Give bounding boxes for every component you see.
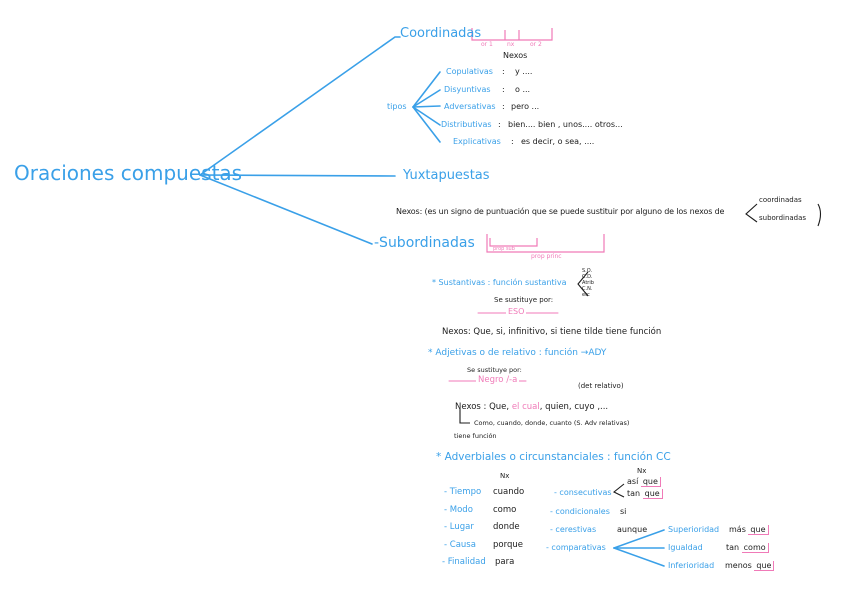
type-example: o ... — [515, 85, 531, 94]
type-name: Copulativas — [446, 67, 493, 76]
option-coordinadas: coordinadas — [759, 196, 802, 204]
condicionales-label: - condicionales — [550, 507, 610, 516]
option-subordinadas: subordinadas — [759, 214, 807, 222]
bracket-prop-princ: prop princ — [531, 253, 562, 260]
adverbial-nexo: para — [495, 557, 515, 567]
type-sep: : — [498, 120, 501, 129]
root-label: Oraciones compuestas — [14, 161, 243, 185]
adjetivas-note: (det relativo) — [578, 382, 624, 390]
function-item: C.D. — [582, 274, 593, 280]
adjetivas-nexos-suffix: , quien, cuyo ,... — [539, 402, 609, 412]
adjetivas-sub-line: Como, cuando, donde, cuanto (S. Adv relativas) — [474, 419, 630, 427]
comparativa-nexo-row — [725, 562, 774, 570]
function-item: S.O. — [582, 268, 593, 274]
type-sep: : — [502, 67, 505, 76]
bracket-prop-sub: prop sub — [493, 246, 515, 252]
adverbial-type: - Causa — [444, 540, 476, 550]
comparativa-nexo-a: más — [729, 525, 746, 534]
branch-subordinadas — [200, 175, 372, 244]
consecutivas-nexo-row — [627, 490, 663, 498]
consecutivas-nx-label: Nx — [637, 467, 647, 475]
tipos-label: tipos — [387, 102, 407, 111]
adverbial-nexo: cuando — [493, 487, 525, 497]
yuxtapuestas-title: Yuxtapuestas — [403, 168, 490, 183]
type-name: Distributivas — [441, 120, 492, 129]
coordinadas-title: Coordinadas — [400, 26, 482, 41]
concesivas-nexo: aunque — [617, 525, 648, 534]
consecutivas-nexo-b: que — [643, 489, 663, 499]
sustantivas-replace-label: Se sustituye por: — [494, 296, 554, 304]
sustantivas-title: * Sustantivas : función sustantiva — [432, 278, 567, 287]
type-name: Adversativas — [444, 102, 496, 111]
adverbial-nexo: donde — [493, 522, 520, 532]
type-example: pero ... — [511, 102, 540, 111]
adjetivas-side-note: tiene función — [454, 432, 497, 440]
adjetivas-nexos-line — [455, 403, 608, 412]
comparativa-nexo-row — [729, 526, 769, 534]
type-name: Disyuntivas — [444, 85, 491, 94]
adverbial-nexo: como — [493, 505, 517, 515]
function-item: C.N. — [582, 286, 593, 292]
consecutivas-nexo-a: tan — [627, 489, 641, 498]
adjetivas-replace-value: Negro /-a — [478, 375, 518, 385]
adjetivas-nexos-prefix: Nexos : Que, — [455, 402, 510, 412]
function-item: etc — [582, 292, 590, 298]
bracket-or1: or 1 — [481, 41, 493, 48]
comparativa-nexo-row — [726, 544, 769, 552]
comparativa-nexo-a: tan — [726, 543, 740, 552]
bracket-nx: nx — [507, 41, 515, 48]
coordinadas-nexos-label: Nexos — [503, 51, 528, 60]
type-example: bien.... bien , unos.... otros... — [508, 120, 623, 129]
type-example: es decir, o sea, .... — [521, 137, 595, 146]
sustantivas-nexos: Nexos: Que, si, infinitivo, si tiene tilde tiene función — [442, 327, 662, 337]
type-sep: : — [511, 137, 514, 146]
comparativa-type: Inferioridad — [668, 561, 715, 570]
branch-coordinadas — [200, 37, 400, 175]
function-item: Atrib — [582, 280, 594, 286]
adverbial-type: - Finalidad — [442, 557, 486, 567]
adjetivas-replace-label: Se sustituye por: — [467, 366, 522, 374]
consecutivas-label: - consecutivas — [554, 488, 612, 497]
adverbiales-title: * Adverbiales o circunstanciales : función CC — [436, 451, 671, 463]
yuxtapuestas-nexos: Nexos: (es un signo de puntuación que se puede sustituir por alguno de los nexos de — [396, 207, 725, 216]
concesivas-label: - cerestivas — [550, 525, 597, 534]
comparativa-nexo-a: menos — [725, 561, 752, 570]
subordinadas-title: -Subordinadas — [374, 235, 475, 251]
type-sep: : — [502, 102, 505, 111]
comparativa-type: Superioridad — [668, 525, 720, 534]
adverbial-type: - Lugar — [444, 522, 474, 532]
consecutivas-nexo-b: que — [641, 477, 661, 487]
comparativa-type: Igualdad — [668, 543, 703, 552]
type-sep: : — [502, 85, 505, 94]
comparativa-nexo-b: que — [748, 525, 768, 535]
comparativa-nexo-b: que — [754, 561, 774, 571]
comparativa-nexo-b: como — [742, 543, 769, 553]
type-example: y .... — [515, 67, 533, 76]
consecutivas-nexo-a: así — [627, 477, 639, 486]
type-name: Explicativas — [453, 137, 501, 146]
bracket-or2: or 2 — [530, 41, 542, 48]
sustantivas-replace-value: ESO — [508, 307, 525, 316]
comparativas-label: - comparativas — [546, 543, 606, 552]
adjetivas-title: * Adjetivas o de relativo : función →ADY — [428, 348, 607, 358]
adverbial-type: - Tiempo — [444, 487, 482, 497]
adverbial-nexo: porque — [493, 540, 523, 550]
adjetivas-nexos-highlight: el cual — [511, 402, 540, 412]
condicionales-nexo: si — [620, 507, 627, 516]
adverbiales-nx-label: Nx — [500, 472, 510, 480]
consecutivas-nexo-row — [627, 478, 661, 486]
adverbial-type: - Modo — [444, 505, 473, 515]
